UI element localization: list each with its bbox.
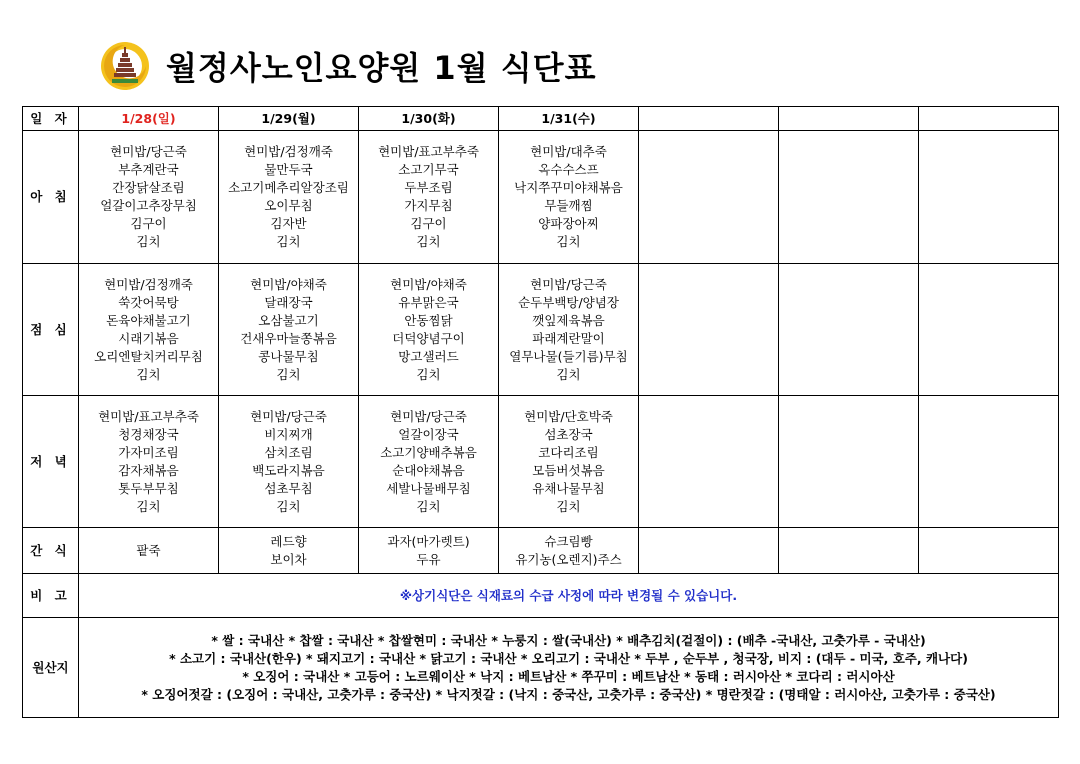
menu-item: 간장닭살조림 <box>112 180 185 195</box>
menu-item: 현미밥/검정깨죽 <box>244 144 333 159</box>
menu-item: 돈육야채불고기 <box>106 312 191 328</box>
menu-item: 가자미조림 <box>118 444 179 460</box>
empty-cell <box>639 396 779 528</box>
menu-item: 과자(마가렛트) <box>387 533 470 549</box>
menu-item: 망고샐러드 <box>398 348 459 364</box>
empty-cell <box>779 131 919 264</box>
header <box>100 36 597 96</box>
lunch-row <box>23 264 1059 396</box>
menu-item: 현미밥/표고부추죽 <box>378 144 479 159</box>
row-label-breakfast: 아 침 <box>23 131 79 264</box>
menu-item: 레드향 <box>270 533 307 549</box>
menu-item: 김치 <box>136 234 161 249</box>
row-label-origin: 원산지 <box>23 618 79 718</box>
meal-cell <box>499 264 639 396</box>
menu-item: 두부조림 <box>404 180 453 195</box>
menu-item: 깻잎제육볶음 <box>532 312 605 328</box>
empty-cell <box>779 264 919 396</box>
menu-item: 무들깨찜 <box>544 198 593 213</box>
menu-item: 옥수수스프 <box>538 162 599 177</box>
menu-item: 현미밥/대추죽 <box>530 144 607 159</box>
date-row <box>23 107 1059 131</box>
row-label-lunch: 점 심 <box>23 264 79 396</box>
menu-item: 슈크림빵 <box>544 533 593 549</box>
menu-item: 얼갈이장국 <box>398 426 459 442</box>
menu-item: 오리엔탈치커리무침 <box>94 348 203 364</box>
breakfast-row <box>23 131 1059 264</box>
empty-cell <box>639 131 779 264</box>
empty-cell <box>919 264 1059 396</box>
menu-item: 현미밥/당근죽 <box>250 408 327 424</box>
meal-cell <box>499 396 639 528</box>
menu-item: 건새우마늘쫑볶음 <box>240 330 337 346</box>
menu-item: 김치 <box>136 366 161 382</box>
menu-item: 비지찌개 <box>264 426 313 442</box>
meal-cell <box>79 264 219 396</box>
date-cell: 1/31(수) <box>499 107 639 131</box>
menu-item: 시래기볶음 <box>118 330 179 346</box>
note-row <box>23 574 1059 618</box>
menu-item: 유채나물무침 <box>532 480 605 496</box>
menu-item: 얼갈이고추장무침 <box>100 198 197 213</box>
menu-item: 물만두국 <box>264 162 313 177</box>
menu-item: 현미밥/당근죽 <box>110 144 187 159</box>
snack-row <box>23 528 1059 574</box>
meal-cell <box>79 131 219 264</box>
empty-cell <box>919 528 1059 574</box>
meal-cell <box>219 131 359 264</box>
menu-item: 낙지쭈꾸미야채볶음 <box>514 180 623 195</box>
menu-item: 안동찜닭 <box>404 312 453 328</box>
menu-item: 현미밥/야채죽 <box>250 276 327 292</box>
date-cell: 1/29(월) <box>219 107 359 131</box>
menu-item: 김치 <box>416 234 441 249</box>
menu-item: 김치 <box>276 366 301 382</box>
menu-item: 김치 <box>416 366 441 382</box>
meal-cell <box>359 131 499 264</box>
origin-line: * 소고기 : 국내산(한우) * 돼지고기 : 국내산 * 닭고기 : 국내산 * 오리고기 : 국내산 * 두부 , 순두부 , 청국장, 비지 : (대두 - 미국, 호주, 캐나다) <box>169 650 968 666</box>
menu-item: 삼치조림 <box>264 444 313 460</box>
empty-cell <box>779 528 919 574</box>
menu-item: 섬초무침 <box>264 480 313 496</box>
meal-plan-table <box>22 106 1059 718</box>
menu-item: 김자반 <box>270 216 307 231</box>
origin-info <box>79 618 1059 718</box>
menu-item: 부추계란국 <box>118 162 179 177</box>
dinner-row <box>23 396 1059 528</box>
menu-item: 톳두부무침 <box>118 480 179 496</box>
menu-item: 현미밥/표고부추죽 <box>98 408 199 424</box>
menu-item: 파래계란말이 <box>532 330 605 346</box>
row-label-date: 일 자 <box>23 107 79 131</box>
date-cell: 1/28(일) <box>79 107 219 131</box>
meal-cell <box>219 528 359 574</box>
menu-item: 모듬버섯볶음 <box>532 462 605 478</box>
menu-item: 두유 <box>416 551 441 567</box>
menu-item: 순대야채볶음 <box>392 462 465 478</box>
menu-item: 더덕양념구이 <box>392 330 465 346</box>
menu-item: 소고기무국 <box>398 162 459 177</box>
meal-cell <box>359 396 499 528</box>
origin-line: * 오징어 : 국내산 * 고등어 : 노르웨이산 * 낙지 : 베트남산 * 쭈꾸미 : 베트남산 * 동태 : 러시아산 * 코다리 : 러시아산 <box>242 668 895 684</box>
row-label-note: 비 고 <box>23 574 79 618</box>
menu-item: 쑥갓어묵탕 <box>118 294 179 310</box>
empty-cell <box>639 264 779 396</box>
menu-item: 순두부백탕/양념장 <box>518 294 619 310</box>
menu-item: 소고기메추리알장조림 <box>228 180 349 195</box>
menu-item: 현미밥/당근죽 <box>390 408 467 424</box>
menu-item: 현미밥/단호박죽 <box>524 408 613 424</box>
menu-item: 김치 <box>556 234 581 249</box>
menu-item: 현미밥/검정깨죽 <box>104 276 193 292</box>
menu-item: 청경채장국 <box>118 426 179 442</box>
row-label-dinner: 저 녁 <box>23 396 79 528</box>
meal-cell <box>499 131 639 264</box>
menu-item: 달래장국 <box>264 294 313 310</box>
meal-cell <box>219 264 359 396</box>
date-cell <box>779 107 919 131</box>
menu-item: 김구이 <box>410 216 447 231</box>
menu-item: 김치 <box>556 366 581 382</box>
date-cell <box>919 107 1059 131</box>
empty-cell <box>639 528 779 574</box>
menu-item: 오삼불고기 <box>258 312 319 328</box>
page-title: 월정사노인요양원 1월 식단표 <box>166 49 597 87</box>
menu-item: 오이무침 <box>264 198 313 213</box>
meal-cell <box>219 396 359 528</box>
meal-cell <box>359 264 499 396</box>
menu-item: 김치 <box>556 498 581 514</box>
empty-cell <box>779 396 919 528</box>
origin-line: * 오징어젓갈 : (오징어 : 국내산, 고춧가루 : 중국산) * 낙지젓갈 : (낙지 : 중국산, 고춧가루 : 중국산) * 명란젓갈 : (명태알 : 러시아산, 고춧가루 : 중국산) <box>141 686 996 702</box>
menu-item: 유기농(오렌지)주스 <box>515 551 622 567</box>
empty-cell <box>919 396 1059 528</box>
origin-line: * 쌀 : 국내산 * 찹쌀 : 국내산 * 찹쌀현미 : 국내산 * 누룽지 : 쌀(국내산) * 배추김치(겉절이) : (배추 -국내산, 고춧가루 - 국내산) <box>211 632 926 648</box>
menu-item: 팥죽 <box>136 542 161 558</box>
menu-item: 김치 <box>136 498 161 514</box>
menu-item: 보이차 <box>270 551 307 567</box>
menu-item: 양파장아찌 <box>538 216 599 231</box>
menu-item: 세발나물배무침 <box>386 480 471 496</box>
date-cell: 1/30(화) <box>359 107 499 131</box>
origin-row <box>23 618 1059 718</box>
menu-item: 현미밥/당근죽 <box>530 276 607 292</box>
menu-item: 콩나물무침 <box>258 348 319 364</box>
menu-item: 코다리조림 <box>538 444 599 460</box>
menu-item: 가지무침 <box>404 198 453 213</box>
empty-cell <box>919 131 1059 264</box>
menu-item: 김치 <box>276 498 301 514</box>
row-label-snack: 간 식 <box>23 528 79 574</box>
temple-pagoda-logo-icon <box>100 41 150 91</box>
menu-item: 현미밥/야채죽 <box>390 276 467 292</box>
date-cell <box>639 107 779 131</box>
menu-item: 소고기양배추볶음 <box>380 444 477 460</box>
meal-cell <box>79 396 219 528</box>
meal-cell <box>499 528 639 574</box>
menu-item: 유부맑은국 <box>398 294 459 310</box>
meal-cell <box>359 528 499 574</box>
note-text: ※상기식단은 식재료의 수급 사정에 따라 변경될 수 있습니다. <box>79 574 1059 618</box>
meal-cell <box>79 528 219 574</box>
menu-item: 백도라지볶음 <box>252 462 325 478</box>
menu-item: 김치 <box>276 234 301 249</box>
menu-item: 김구이 <box>130 216 167 231</box>
menu-item: 김치 <box>416 498 441 514</box>
menu-item: 열무나물(들기름)무침 <box>509 348 628 364</box>
menu-item: 감자채볶음 <box>118 462 179 478</box>
menu-item: 섬초장국 <box>544 426 593 442</box>
